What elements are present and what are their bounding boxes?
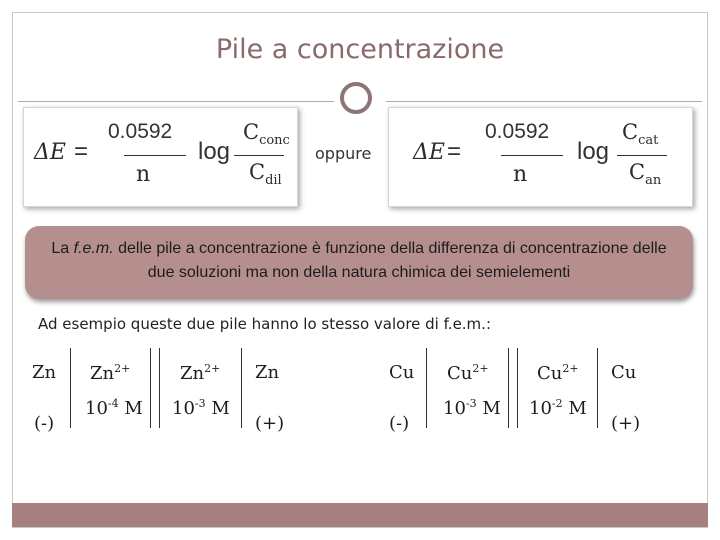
equals-sign: = xyxy=(74,138,89,165)
ratio-numerator: $C_{conc}$ xyxy=(243,120,290,149)
cell2-phase-boundary xyxy=(597,348,598,428)
ratio-line xyxy=(617,155,667,156)
cell1-cathode: Zn xyxy=(255,362,280,383)
cell2-anode: Cu xyxy=(389,362,415,383)
cell1-salt-bridge-right xyxy=(159,348,160,428)
cell2-salt-bridge-left xyxy=(508,348,509,428)
delta-e-symbol: ΔE xyxy=(413,140,445,165)
formula-box-right xyxy=(388,107,693,207)
slide-title: Pile a concentrazione xyxy=(215,34,505,65)
highlight-band xyxy=(25,226,693,299)
log-label: log xyxy=(198,138,231,165)
ratio-numerator: $C_{cat}$ xyxy=(622,120,659,149)
cell2-conc2: $10^{-2}$ M xyxy=(529,397,587,419)
title-rule-right xyxy=(386,101,702,102)
cell1-ion1: $Zn^{2+}$ xyxy=(90,362,131,384)
cell2-phase-boundary xyxy=(426,348,427,428)
cell1-phase-boundary xyxy=(70,348,71,428)
cell2-cathode-sign: (+) xyxy=(611,413,641,434)
cell2-salt-bridge-right xyxy=(517,348,518,428)
cell1-ion2: $Zn^{2+}$ xyxy=(180,362,221,384)
cell1-anode-sign: (-) xyxy=(34,413,55,434)
cell2-ion1: $Cu^{2+}$ xyxy=(447,362,489,384)
cell1-anode: Zn xyxy=(32,362,57,383)
formula-numerator: 0.0592 xyxy=(108,120,173,143)
ratio-denominator: $C_{an}$ xyxy=(629,160,662,189)
fraction-line xyxy=(124,155,186,156)
title-ring-ornament xyxy=(340,82,372,114)
formula-numerator: 0.0592 xyxy=(485,120,550,143)
formula-box-left xyxy=(23,107,298,207)
highlight-text: La f.e.m. delle pile a concentrazione è funzione della differenza di concentrazione delle due soluzioni ma non della natura chimica dei semielementi xyxy=(51,240,667,281)
cell1-cathode-sign: (+) xyxy=(255,413,285,434)
cell2-cathode: Cu xyxy=(611,362,637,383)
ratio-line xyxy=(234,155,284,156)
cell2-ion2: $Cu^{2+}$ xyxy=(537,362,579,384)
connector-text: oppure xyxy=(315,144,372,163)
example-caption: Ad esempio queste due pile hanno lo stesso valore di f.e.m.: xyxy=(38,315,491,333)
cell1-conc2: $10^{-3}$ M xyxy=(172,397,230,419)
cell1-salt-bridge-left xyxy=(150,348,151,428)
log-label: log xyxy=(577,138,610,165)
cell1-conc1: $10^{-4}$ M xyxy=(85,397,143,419)
fraction-line xyxy=(501,155,563,156)
cell2-conc1: $10^{-3}$ M xyxy=(443,397,501,419)
title-rule-left xyxy=(18,101,334,102)
formula-denominator: n xyxy=(513,162,528,187)
cell1-phase-boundary xyxy=(241,348,242,428)
delta-e-symbol: ΔE xyxy=(34,140,66,165)
equals-sign: = xyxy=(447,138,462,165)
cell2-anode-sign: (-) xyxy=(389,413,410,434)
ratio-denominator: $C_{dil}$ xyxy=(249,160,282,189)
formula-denominator: n xyxy=(136,162,151,187)
footer-bar xyxy=(12,503,708,527)
